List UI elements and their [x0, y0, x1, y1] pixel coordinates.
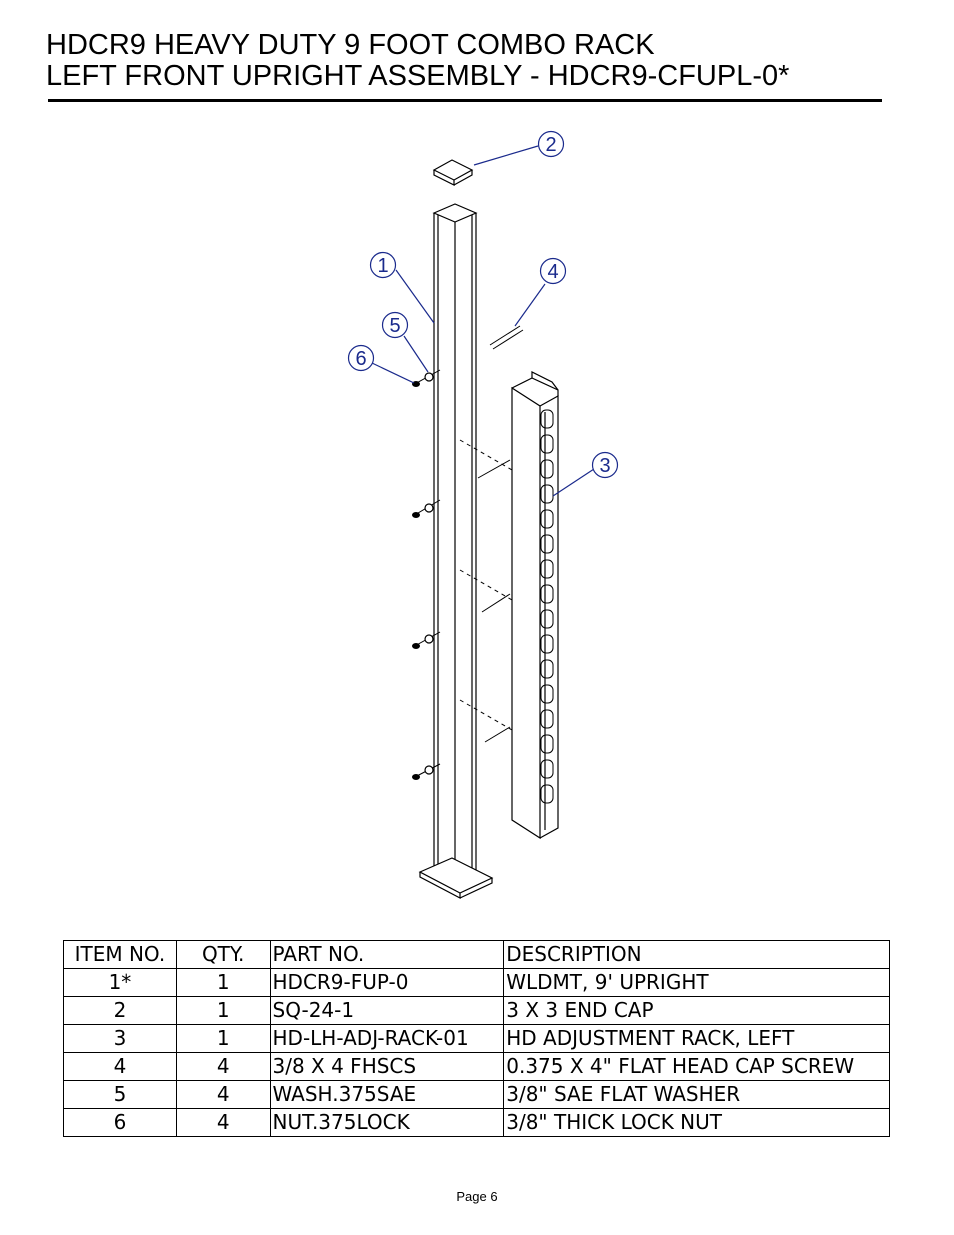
table-row: [64, 1053, 890, 1081]
item-no-cell: 5: [64, 1081, 177, 1109]
balloon-3-label: 3: [599, 455, 611, 477]
balloon-2: [539, 132, 564, 157]
part-no-cell: SQ-24-1: [270, 997, 504, 1025]
hardware-set: [413, 326, 523, 778]
table-row: [64, 1081, 890, 1109]
description-cell: 0.375 X 4" FLAT HEAD CAP SCREW: [504, 1053, 890, 1081]
description-cell: 3/8" SAE FLAT WASHER: [504, 1081, 890, 1109]
upright-part: [420, 204, 492, 898]
table-row: [64, 1025, 890, 1053]
qty-cell: 1: [176, 997, 270, 1025]
balloon-1: [371, 253, 396, 278]
qty-cell: 4: [176, 1053, 270, 1081]
balloon-6-label: 6: [355, 348, 367, 370]
qty-cell: 1: [176, 969, 270, 997]
item-no-cell: 1*: [64, 969, 177, 997]
part-no-cell: HDCR9-FUP-0: [270, 969, 504, 997]
balloon-2-label: 2: [545, 134, 557, 156]
page-number: Page 6: [456, 1189, 498, 1204]
balloon-1-label: 1: [377, 255, 389, 277]
description-cell: 3/8" THICK LOCK NUT: [504, 1109, 890, 1137]
header-item-no: ITEM NO.: [64, 941, 177, 969]
header-part-no: PART NO.: [270, 941, 504, 969]
adjustment-rack-part: [512, 372, 558, 838]
title-line-2: LEFT FRONT UPRIGHT ASSEMBLY - HDCR9-CFUPL-0*: [46, 60, 790, 92]
qty-cell: 1: [176, 1025, 270, 1053]
title-line-1: HDCR9 HEAVY DUTY 9 FOOT COMBO RACK: [46, 29, 655, 61]
part-no-cell: WASH.375SAE: [270, 1081, 504, 1109]
part-no-cell: HD-LH-ADJ-RACK-01: [270, 1025, 504, 1053]
table-row: [64, 1109, 890, 1137]
qty-cell: 4: [176, 1081, 270, 1109]
item-no-cell: 3: [64, 1025, 177, 1053]
item-no-cell: 2: [64, 997, 177, 1025]
description-cell: HD ADJUSTMENT RACK, LEFT: [504, 1025, 890, 1053]
balloon-3: [593, 453, 618, 478]
header-qty: QTY.: [176, 941, 270, 969]
balloon-5: [383, 313, 408, 338]
part-no-cell: NUT.375LOCK: [270, 1109, 504, 1137]
table-row: [64, 997, 890, 1025]
description-cell: 3 X 3 END CAP: [504, 997, 890, 1025]
item-no-cell: 6: [64, 1109, 177, 1137]
nut-washer-marks: [412, 373, 433, 780]
item-no-cell: 4: [64, 1053, 177, 1081]
description-cell: WLDMT, 9' UPRIGHT: [504, 969, 890, 997]
balloon-5-label: 5: [389, 315, 401, 337]
end-cap-part: [434, 160, 472, 185]
balloon-6: [349, 346, 374, 371]
qty-cell: 4: [176, 1109, 270, 1137]
balloon-4-label: 4: [547, 261, 559, 283]
table-row: [64, 969, 890, 997]
bill-of-materials-table: [63, 940, 890, 1137]
header-description: DESCRIPTION: [504, 941, 890, 969]
balloon-4: [541, 259, 566, 284]
part-no-cell: 3/8 X 4 FHSCS: [270, 1053, 504, 1081]
rack-slots: [541, 410, 553, 803]
table-header-row: [64, 941, 890, 969]
